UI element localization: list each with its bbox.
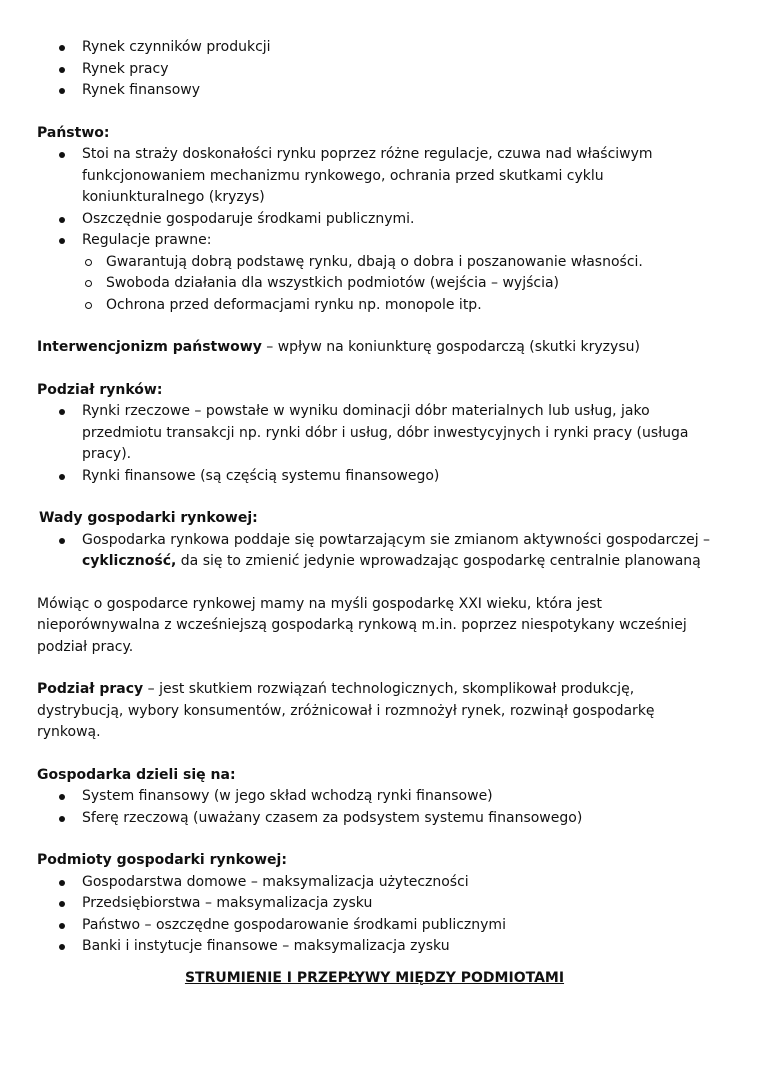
term-cyklicznosc: cykliczność, xyxy=(82,553,177,569)
list-item: System finansowy (w jego skład wchodzą rynki finansowe) xyxy=(82,786,720,808)
list-item: Oszczędnie gospodaruje środkami publicznymi. xyxy=(82,209,720,231)
list-item-text: Gospodarka rynkowa poddaje się powtarzającym sie zmianom aktywności gospodarczej – xyxy=(82,531,711,548)
list-item: Rynki finansowe (są częścią systemu finansowego) xyxy=(82,466,720,488)
term-interwencjonizm: Interwencjonizm państwowy xyxy=(37,339,262,355)
section-heading-podmioty: Podmioty gospodarki rynkowej: xyxy=(37,852,287,868)
interwencjonizm-paragraph xyxy=(37,337,720,359)
list-item: Rynek finansowy xyxy=(82,80,720,102)
list-item: Rynek czynników produkcji xyxy=(82,37,720,59)
list-item: Gospodarstwa domowe – maksymalizacja użyteczności xyxy=(82,872,720,894)
list-item: Banki i instytucje finansowe – maksymalizacja zysku xyxy=(82,936,720,958)
section-heading-wady: Wady gospodarki rynkowej: xyxy=(39,510,258,526)
definition-text: – jest skutkiem rozwiązań technologicznych, skomplikował produkcję, dystrybucją, wybory konsumentów, zróżnicował i rozmnożył rynek, rozwinął gospodarkę rynkową. xyxy=(37,681,655,740)
list-item xyxy=(82,230,720,316)
section-heading-panstwo: Państwo: xyxy=(37,124,110,141)
list-item: Stoi na straży doskonałości rynku poprzez różne regulacje, czuwa nad właściwym funkcjonowaniem mechanizmu rynkowego, ochrania przed skutkami cyklu koniunkturalnego (kryzys) xyxy=(82,144,720,209)
body-paragraph: Mówiąc o gospodarce rynkowej mamy na myśli gospodarkę XXI wieku, która jest nieporównywalna z wcześniejszą gospodarką rynkową m.in. poprzez niespotykany wcześniej podział pracy. xyxy=(37,595,687,655)
term-podzial-pracy: Podział pracy xyxy=(37,681,144,697)
section-heading-podzial-rynkow: Podział rynków: xyxy=(37,381,163,398)
podzial-pracy-paragraph xyxy=(37,679,720,744)
wady-list xyxy=(37,530,720,573)
gospodarka-dzieli-list xyxy=(37,786,720,829)
list-item-label: Regulacje prawne: xyxy=(82,232,212,248)
sublist-item: Gwarantują dobrą podstawę rynku, dbają o dobra i poszanowanie własności. xyxy=(106,252,720,274)
definition-text: – wpływ na koniunkturę gospodarczą (skutki kryzysu) xyxy=(261,339,640,355)
list-item-text: da się to zmienić jedynie wprowadzając gospodarkę centralnie planowaną xyxy=(176,553,701,569)
podmioty-list xyxy=(37,872,720,958)
sublist-item: Ochrona przed deformacjami rynku np. monopole itp. xyxy=(106,295,720,317)
markets-list xyxy=(37,37,720,102)
sublist-item: Swoboda działania dla wszystkich podmiotów (wejścia – wyjścia) xyxy=(106,273,720,295)
list-item: Rynki rzeczowe – powstałe w wyniku dominacji dóbr materialnych lub usług, jako przedmiotu transakcji np. rynki dóbr i usług, dóbr inwestycyjnych i rynki pracy (usługa pracy). xyxy=(82,401,720,466)
panstwo-list xyxy=(37,144,720,316)
list-item: Rynek pracy xyxy=(82,59,720,81)
list-item: Sferę rzeczową (uważany czasem za podsystem systemu finansowego) xyxy=(82,808,720,830)
list-item xyxy=(82,530,720,573)
regulations-sublist xyxy=(82,252,720,317)
list-item: Przedsiębiorstwa – maksymalizacja zysku xyxy=(82,893,720,915)
list-item: Państwo – oszczędne gospodarowanie środkami publicznymi xyxy=(82,915,720,937)
section-title: STRUMIENIE I PRZEPŁYWY MIĘDZY PODMIOTAMI xyxy=(184,969,565,986)
podzial-rynkow-list xyxy=(37,401,720,487)
section-heading-gospodarka-dzieli: Gospodarka dzieli się na: xyxy=(37,766,236,783)
